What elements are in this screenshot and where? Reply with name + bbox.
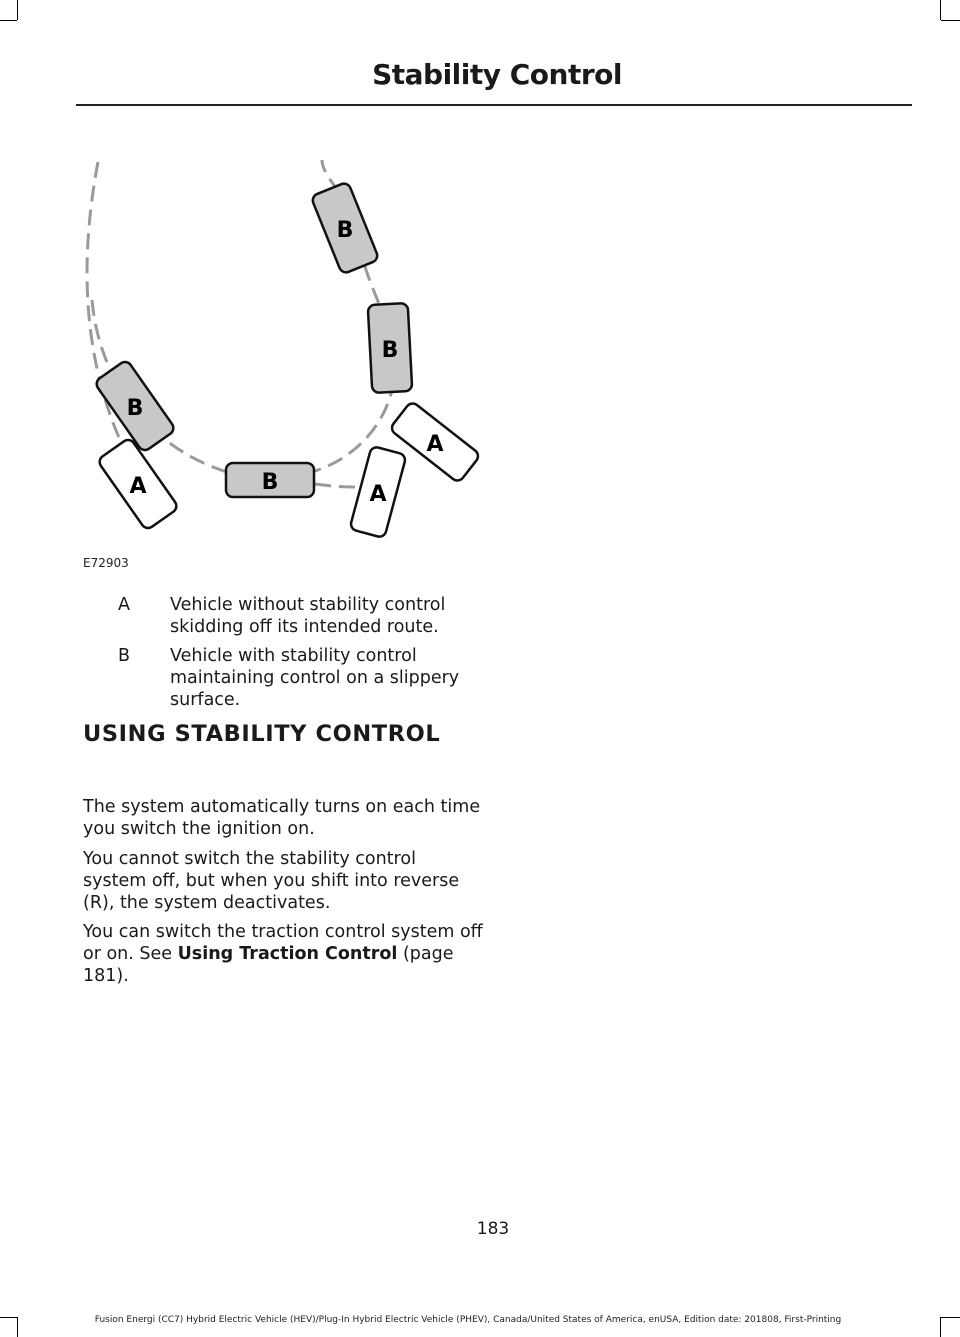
crop-mark bbox=[0, 20, 17, 21]
vehicle-label: B bbox=[336, 218, 354, 243]
crop-mark bbox=[941, 20, 960, 21]
stability-control-diagram bbox=[60, 140, 500, 560]
page-reference: (page 181). bbox=[83, 944, 454, 986]
vehicle-b bbox=[368, 303, 413, 393]
legend-text: Vehicle with stability control maintaining control on a slippery surface. bbox=[170, 646, 460, 710]
page-title: Stability Control bbox=[372, 58, 622, 91]
legend-key: B bbox=[118, 646, 131, 666]
paragraph-with-reference bbox=[83, 921, 483, 987]
legend-text: Vehicle without stability control skidding off its intended route. bbox=[170, 595, 446, 637]
figure-id: E72903 bbox=[83, 556, 129, 570]
vehicle-label: A bbox=[426, 432, 444, 457]
paragraph-text: You can switch the traction control system off or on. See bbox=[83, 922, 483, 964]
vehicle-label: B bbox=[261, 470, 279, 495]
crop-mark bbox=[940, 0, 941, 20]
crop-mark bbox=[941, 1317, 960, 1318]
footer-text: Fusion Energi (CC7) Hybrid Electric Vehicle (HEV)/Plug-In Hybrid Electric Vehicle (PHEV), Canada/United States of America, enUSA, Edition date: 201808, First-Printing bbox=[94, 1315, 842, 1325]
header-divider bbox=[76, 104, 912, 106]
cross-reference-link[interactable]: Using Traction Control bbox=[177, 944, 398, 964]
vehicle-b bbox=[311, 182, 380, 275]
paragraph: You cannot switch the stability control system off, but when you shift into reverse (R), the system deactivates. bbox=[83, 849, 460, 913]
legend-key: A bbox=[118, 595, 130, 615]
vehicle-a bbox=[349, 446, 406, 538]
vehicle-b bbox=[226, 463, 314, 497]
crop-mark bbox=[17, 0, 18, 20]
vehicle-label: A bbox=[129, 474, 147, 499]
vehicle-a bbox=[97, 437, 179, 530]
vehicle-label: A bbox=[369, 482, 387, 507]
vehicle-label: B bbox=[381, 338, 399, 363]
section-heading: USING STABILITY CONTROL bbox=[83, 721, 441, 747]
page-number: 183 bbox=[476, 1219, 510, 1239]
vehicle-label: B bbox=[126, 396, 144, 421]
crop-mark bbox=[940, 1317, 941, 1337]
paragraph: The system automatically turns on each time you switch the ignition on. bbox=[83, 797, 481, 839]
